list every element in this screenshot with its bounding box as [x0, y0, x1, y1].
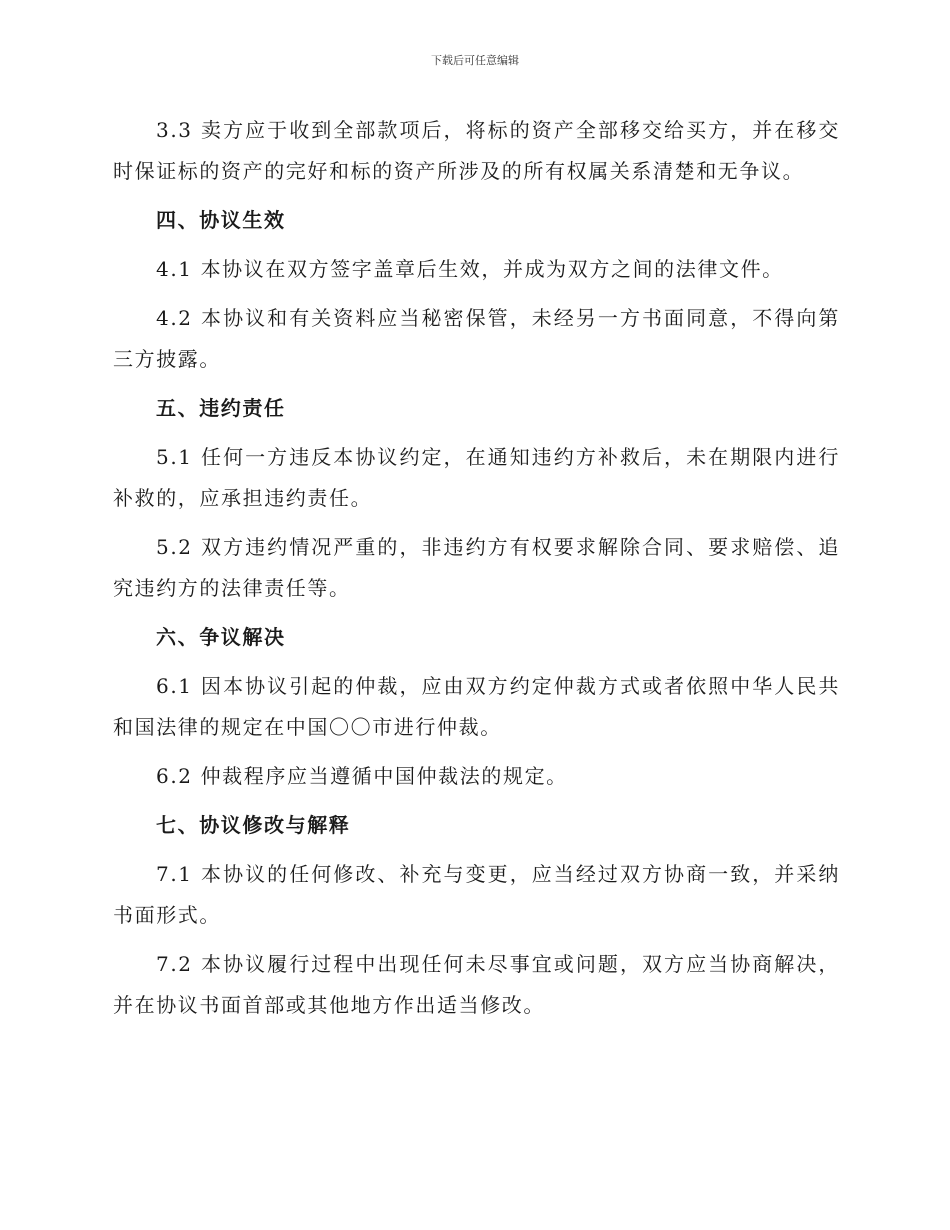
clause-4-2: 4.2 本协议和有关资料应当秘密保管，未经另一方书面同意，不得向第三方披露。	[113, 306, 840, 371]
section-heading-breach: 五、违约责任	[156, 396, 286, 420]
page-header: 下载后可任意编辑	[431, 54, 519, 67]
section-heading-amendment: 七、协议修改与解释	[156, 813, 351, 837]
clause-5-1: 5.1 任何一方违反本协议约定，在通知违约方补救后，未在期限内进行补救的，应承担违约责任。	[113, 445, 840, 510]
section-heading-effectiveness: 四、协议生效	[156, 208, 286, 232]
clause-7-2: 7.2 本协议履行过程中出现任何未尽事宜或问题，双方应当协商解决，并在协议书面首部或其他地方作出适当修改。	[113, 952, 840, 1017]
clause-7-1: 7.1 本协议的任何修改、补充与变更，应当经过双方协商一致，并采纳书面形式。	[113, 862, 840, 927]
clause-4-1: 4.1 本协议在双方签字盖章后生效，并成为双方之间的法律文件。	[156, 257, 784, 281]
clause-6-2: 6.2 仲裁程序应当遵循中国仲裁法的规定。	[156, 764, 568, 788]
clause-6-1: 6.1 因本协议引起的仲裁，应由双方约定仲裁方式或者依照中华人民共和国法律的规定在中国〇〇市进行仲裁。	[113, 674, 840, 739]
section-heading-dispute: 六、争议解决	[156, 625, 286, 649]
clause-3-3: 3.3 卖方应于收到全部款项后，将标的资产全部移交给买方，并在移交时保证标的资产的完好和标的资产所涉及的所有权属关系清楚和无争议。	[113, 118, 840, 183]
document-body	[113, 110, 840, 1034]
clause-5-2: 5.2 双方违约情况严重的，非违约方有权要求解除合同、要求赔偿、追究违约方的法律责任等。	[113, 535, 840, 600]
